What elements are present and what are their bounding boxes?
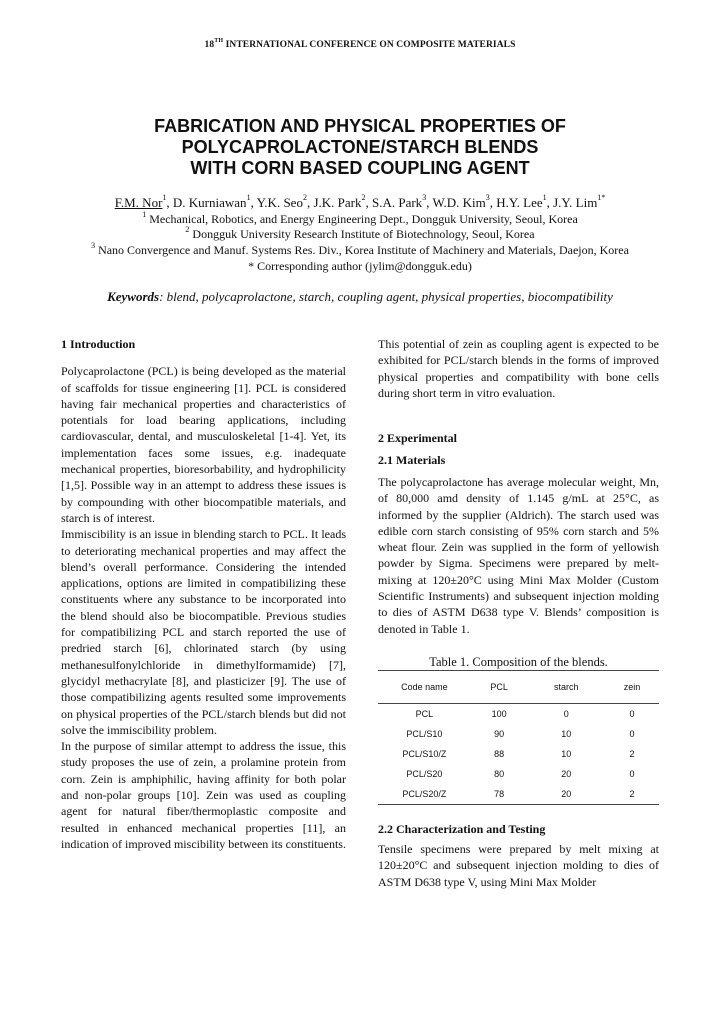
table-cell: PCL/S20 <box>406 769 443 779</box>
affiliation-sup: 2 <box>185 225 190 234</box>
table-row <box>378 704 659 725</box>
table-cell: 10 <box>561 729 572 739</box>
table-cell: 0 <box>629 709 635 719</box>
characterization-text: Tensile specimens were prepared by melt mixing at 120±20°C and subsequent injection molding to dies of ASTM D638 type V, using Mini Max Molder <box>378 842 659 889</box>
author-list: F.M. Nor$^1$, D. Kurniawan$^1$, Y.K. Seo$^2$, J.K. Park$^2$, S.A. Park$^3$, W.D. Kim$^3$, H.Y. Lee$^1$, J.Y. Lim$^{1*}$ <box>114 193 606 210</box>
table-caption: Table 1. Composition of the blends. <box>429 655 608 669</box>
keywords <box>0 289 720 305</box>
table-cell: 0 <box>629 729 635 739</box>
author-sup: 1 <box>162 193 167 202</box>
table-cell: 90 <box>494 729 505 739</box>
table-header-cell: zein <box>605 671 659 704</box>
affiliation-text: Nano Convergence and Manuf. Systems Res. Div., Korea Institute of Machinery and Materials, Daejon, Korea <box>98 243 629 257</box>
table-row <box>378 784 659 805</box>
table-cell: PCL/S20/Z <box>378 784 471 805</box>
table-row <box>378 744 659 764</box>
title-line-2: POLYCAPROLACTONE/STARCH BLENDS <box>181 137 539 157</box>
section-heading-introduction: 1 Introduction <box>61 337 136 351</box>
header-text: INTERNATIONAL CONFERENCE ON COMPOSITE MATERIALS <box>223 40 516 50</box>
composition-table <box>378 670 659 805</box>
author-name: J.Y. Lim <box>553 195 598 210</box>
author-name: Y.K. Seo <box>256 195 303 210</box>
author-name: W.D. Kim <box>432 195 486 210</box>
author-sup: 3 <box>485 193 490 202</box>
table-cell: 0 <box>629 769 635 779</box>
table-header-cell: starch <box>528 671 605 704</box>
header-sup: TH <box>214 38 224 44</box>
table-cell: PCL <box>415 709 434 719</box>
affiliation-2 <box>0 227 720 242</box>
characterization-paragraph <box>378 841 659 890</box>
subsection-heading-materials: 2.1 Materials <box>378 453 446 467</box>
table-cell: 20 <box>528 784 605 805</box>
table-cell: 88 <box>494 749 505 759</box>
materials-text: The polycaprolactone has average molecular weight, Mn, of 80,000 amd density of 1.145 g/mL at 25°C, as informed by the supplier (Aldrich). The starch used was edible corn starch consisting of 95% corn starch and 5% wheat flour. Zein was supplied in the form of yellowish powder by Sigma. Specimens were prepared by melt-mixing at 120±20°C using Mini Max Molder (Custom Scientific Instruments) and subsequent injection molding to dies of ASTM D638 type V. Blends’ composition is denoted in Table 1. <box>378 475 659 636</box>
author-sup: 1 <box>246 193 251 202</box>
author-name: J.K. Park <box>313 195 362 210</box>
table-header-row <box>378 671 659 704</box>
subsection-heading-characterization: 2.2 Characterization and Testing <box>378 822 546 836</box>
affiliation-sup: 1 <box>142 210 147 219</box>
keywords-label: Keywords <box>107 289 160 304</box>
right-column-top <box>378 336 659 401</box>
author-name: H.Y. Lee <box>496 195 543 210</box>
affiliation-text: Dongguk University Research Institute of Biotechnology, Seoul, Korea <box>192 227 535 241</box>
table-cell: 78 <box>471 784 528 805</box>
intro-paragraph-1: Polycaprolactone (PCL) is being developed as the material of scaffolds for tissue engineering [1]. PCL is considered having fair mechanical properties and characteristics of potentials for load bearing applications, including cardiovascular, dental, and musculoskeletal [1-4]. Yet, its implementation faces some issues, e.g. inadequate mechanical properties, bioresorbability, and hydrophilicity [1,5]. Possible way in an attempt to address these issues is by compounding with other biocompatible materials, and starch is of interest. <box>61 364 346 525</box>
table-cell: 2 <box>605 784 659 805</box>
keywords-text: : blend, polycaprolactone, starch, coupling agent, physical properties, biocompatibility <box>159 289 613 304</box>
paper-title <box>60 116 660 179</box>
table-cell: PCL/S10 <box>406 729 443 739</box>
table-cell: 2 <box>629 749 635 759</box>
table-cell: 0 <box>563 709 569 719</box>
right-paragraph-1: This potential of zein as coupling agent is expected to be exhibited for PCL/starch blends in the forms of improved physical properties and compatibility with bone cells during short term in vitro evaluation. <box>378 337 659 400</box>
author-sup: 2 <box>361 193 366 202</box>
corresponding-author <box>0 259 720 274</box>
affiliation-sup: 3 <box>91 241 96 250</box>
affiliation-3 <box>0 243 720 258</box>
table-cell: 10 <box>561 749 572 759</box>
table-header-cell: Code name <box>378 671 471 704</box>
conference-header <box>0 40 720 50</box>
table-cell: 100 <box>491 709 507 719</box>
author-name: F.M. Nor <box>114 195 163 210</box>
header-prefix: 18 <box>204 40 215 50</box>
author-name: S.A. Park <box>371 195 423 210</box>
section-heading-experimental: 2 Experimental <box>378 431 457 445</box>
author-sup: 1* <box>597 193 606 202</box>
table-cell: 20 <box>561 769 572 779</box>
author-sup: 2 <box>302 193 307 202</box>
author-name: D. Kurniawan <box>172 195 247 210</box>
table-header-cell: PCL <box>471 671 528 704</box>
affiliation-1 <box>0 212 720 227</box>
author-sup: 3 <box>422 193 427 202</box>
title-line-3: WITH CORN BASED COUPLING AGENT <box>190 158 530 178</box>
table-row <box>378 724 659 744</box>
author-sup: 1 <box>542 193 547 202</box>
left-column <box>61 336 346 852</box>
intro-paragraph-3: In the purpose of similar attempt to address the issue, this study proposes the use of zein, a prolamine protein from corn. Zein is amphiphilic, having affinity for both polar and non-polar groups [10]. Zein was used as coupling agent for natural fiber/thermoplastic composite and resulted in enhanced mechanical properties [11], an indication of improved miscibility between its constituents. <box>61 739 346 851</box>
materials-paragraph <box>378 474 659 637</box>
table-row <box>378 764 659 784</box>
title-line-1: FABRICATION AND PHYSICAL PROPERTIES OF <box>154 116 566 136</box>
intro-paragraph-2: Immiscibility is an issue in blending starch to PCL. It leads to deteriorating mechanical properties and may affect the blend’s overall performance. Considering the intended applications, options are limited in compatibilizing these constituents where any substance to be incorporated into the blend should also be biocompatible. Previous studies for compatibilizing PCL and starch reported the use of predried starch [6], chlorinated starch (by using methanesulfonylchloride in dimethylformamide) [7], glycidyl methacrylate [8], and plasticizer [9]. The use of those compatibilizing agents resulted some improvements on physical properties of the PCL/starch blends but did not solve the immiscibility problem. <box>61 527 346 737</box>
corresponding-text: * Corresponding author (jylim@dongguk.edu) <box>248 259 472 273</box>
table-cell: PCL/S10/Z <box>402 749 447 759</box>
table-cell: 80 <box>494 769 505 779</box>
affiliation-text: Mechanical, Robotics, and Energy Engineering Dept., Dongguk University, Seoul, Korea <box>149 212 578 226</box>
